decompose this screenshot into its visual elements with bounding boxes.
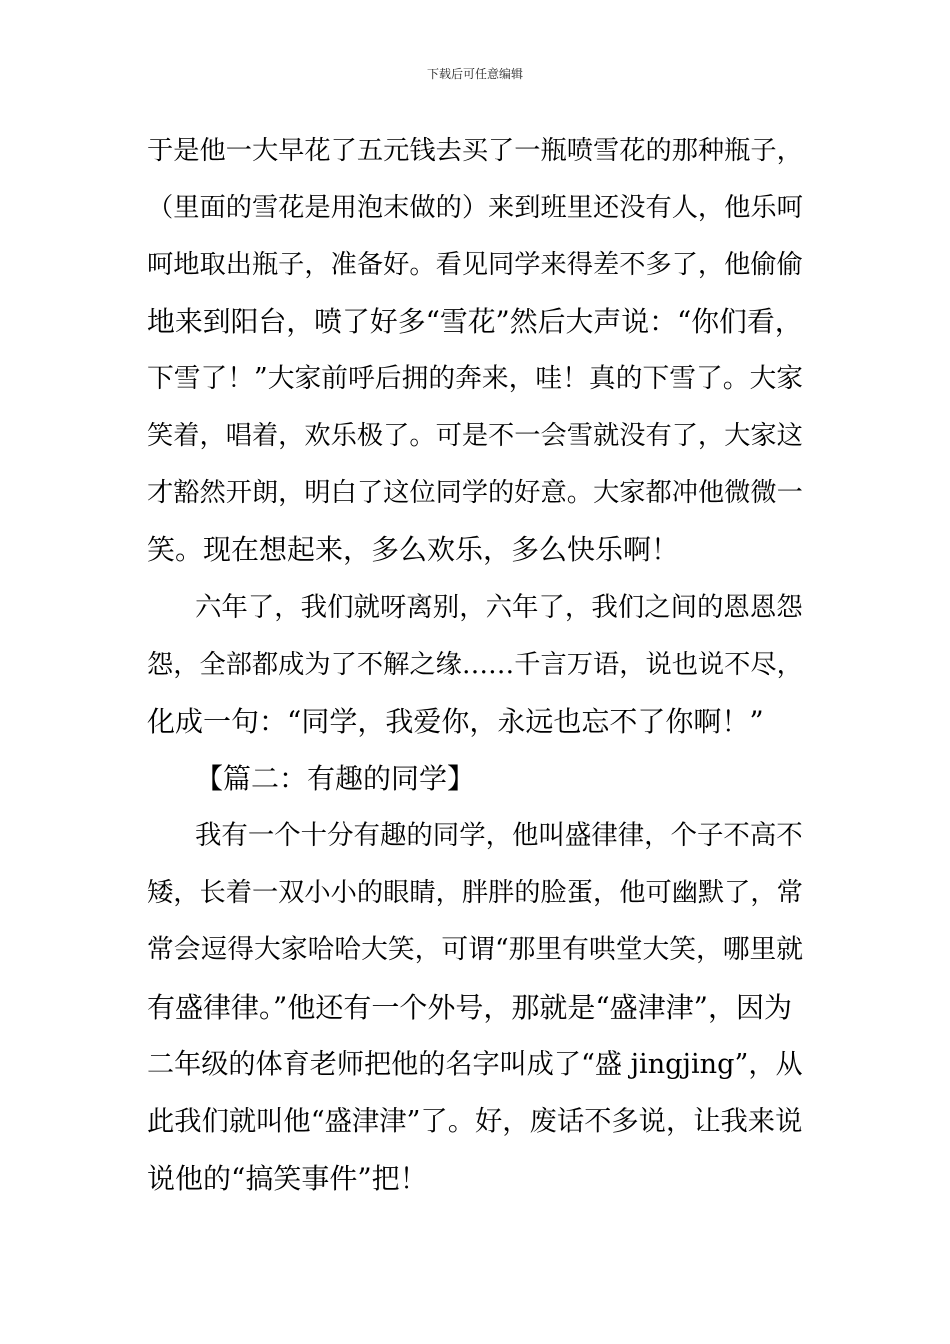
text-line: 矮，长着一双小小的眼睛，胖胖的脸蛋，他可幽默了，常 [147, 878, 803, 908]
paragraph-first-line: 我有一个十分有趣的同学，他叫盛律律，个子不高不 [195, 820, 803, 851]
text-line: 说他的“搞笑事件”把！ [147, 1162, 428, 1195]
text-line: 常会逗得大家哈哈大笑，可谓“那里有哄堂大笑，哪里就 [147, 934, 804, 965]
paragraph-first-line: 六年了，我们就呀离别，六年了，我们之间的恩恩怨 [195, 592, 803, 623]
text-line: 地来到阳台，喷了好多“雪花”然后大声说：“你们看， [147, 305, 803, 338]
text-line: 笑。现在想起来，多么欢乐，多么快乐啊！ [147, 533, 680, 566]
text-line: 于是他一大早花了五元钱去买了一瓶喷雪花的那种瓶子， [147, 136, 803, 166]
text-line: 有盛律律。”他还有一个外号，那就是“盛津津”，因为 [147, 991, 792, 1024]
text-line: 下雪了！”大家前呼后拥的奔来，哇！真的下雪了。大家 [147, 363, 804, 394]
text-line: 化成一句：“同学，我爱你，永远也忘不了你啊！” [147, 705, 764, 738]
text-line: 怨，全部都成为了不解之缘……千言万语，说也说不尽， [147, 650, 803, 680]
text-line: 才豁然开朗，明白了这位同学的好意。大家都冲他微微一 [147, 478, 803, 508]
text-line: （里面的雪花是用泡末做的）来到班里还没有人，他乐呵 [147, 193, 803, 223]
text-line: 此我们就叫他“盛津津”了。好，废话不多说，让我来说 [147, 1106, 803, 1137]
text-line: 二年级的体育老师把他的名字叫成了“盛 jingjing”，从 [147, 1049, 803, 1080]
text-line: 呵地取出瓶子，准备好。看见同学来得差不多了，他偷偷 [147, 250, 803, 280]
section-heading: 【篇二：有趣的同学】 [195, 762, 476, 795]
text-line: 笑着，唱着，欢乐极了。可是不一会雪就没有了，大家这 [147, 421, 803, 451]
page-header: 下载后可任意编辑 [426, 67, 523, 81]
